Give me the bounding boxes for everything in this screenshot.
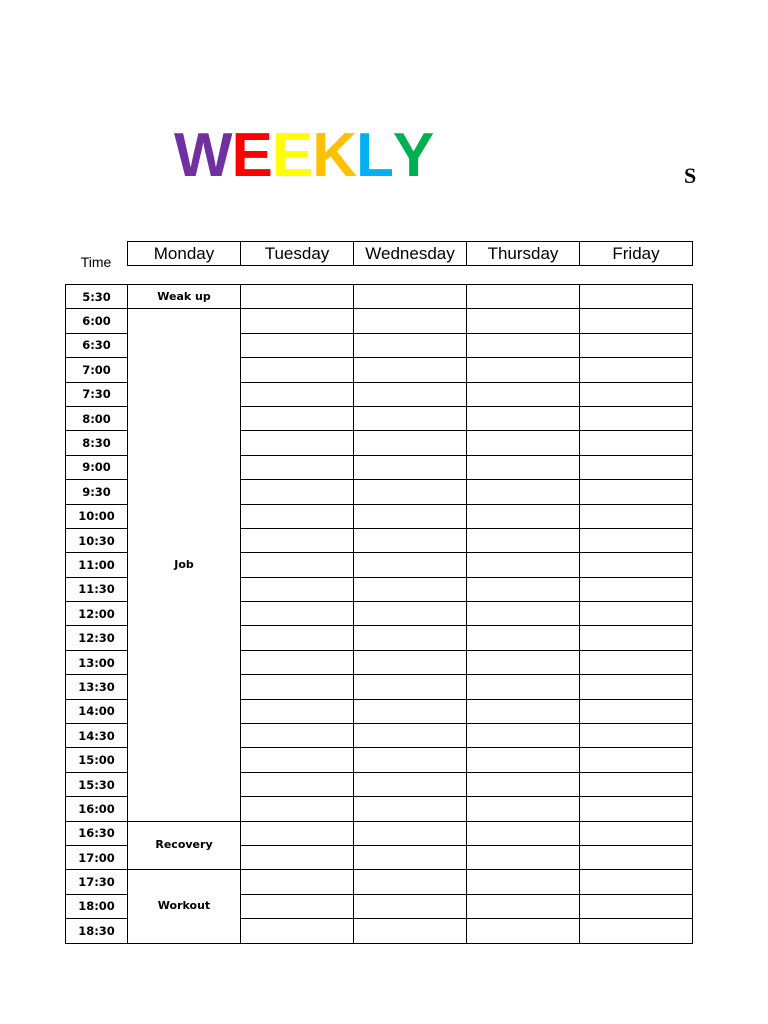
schedule-cell[interactable] [467, 504, 580, 528]
schedule-cell[interactable] [580, 431, 693, 455]
schedule-cell[interactable] [580, 577, 693, 601]
schedule-cell[interactable] [580, 845, 693, 869]
schedule-cell[interactable] [580, 626, 693, 650]
schedule-cell[interactable] [467, 309, 580, 333]
schedule-cell[interactable] [467, 724, 580, 748]
schedule-cell[interactable] [467, 358, 580, 382]
schedule-cell[interactable] [467, 626, 580, 650]
schedule-cell[interactable] [354, 797, 467, 821]
schedule-cell[interactable] [580, 455, 693, 479]
day-header-tuesday: Tuesday [241, 242, 354, 266]
schedule-cell[interactable] [580, 821, 693, 845]
schedule-cell[interactable] [354, 919, 467, 943]
schedule-cell[interactable] [467, 455, 580, 479]
time-slot: 17:30 [66, 870, 128, 894]
schedule-row [66, 285, 693, 309]
schedule-cell[interactable] [354, 821, 467, 845]
schedule-row [66, 309, 693, 333]
schedule-cell[interactable] [241, 382, 354, 406]
title-letter: L [356, 121, 393, 190]
time-slot: 14:00 [66, 699, 128, 723]
schedule-cell[interactable] [241, 724, 354, 748]
schedule-cell[interactable] [354, 504, 467, 528]
time-slot: 16:30 [66, 821, 128, 845]
schedule-row [66, 821, 693, 845]
schedule-cell[interactable] [580, 699, 693, 723]
time-slot: 16:00 [66, 797, 128, 821]
schedule-cell[interactable] [354, 626, 467, 650]
schedule-cell[interactable] [467, 797, 580, 821]
time-slot: 5:30 [66, 285, 128, 309]
schedule-cell[interactable] [241, 821, 354, 845]
time-slot: 11:00 [66, 553, 128, 577]
schedule-cell[interactable] [354, 333, 467, 357]
schedule-cell[interactable] [241, 431, 354, 455]
schedule-cell[interactable] [580, 870, 693, 894]
schedule-cell[interactable] [241, 797, 354, 821]
title-letter: Y [392, 121, 434, 190]
schedule-row [66, 870, 693, 894]
schedule-cell[interactable] [241, 480, 354, 504]
time-slot: 10:30 [66, 528, 128, 552]
time-column-label: Time [80, 254, 112, 270]
schedule-cell[interactable] [241, 504, 354, 528]
schedule-cell[interactable] [241, 333, 354, 357]
schedule-cell[interactable] [467, 870, 580, 894]
schedule-cell[interactable] [580, 675, 693, 699]
schedule-cell[interactable] [580, 309, 693, 333]
schedule-cell[interactable] [241, 528, 354, 552]
schedule-cell[interactable] [580, 480, 693, 504]
schedule-cell[interactable] [354, 285, 467, 309]
schedule-cell[interactable] [354, 870, 467, 894]
schedule-cell[interactable] [580, 406, 693, 430]
schedule-cell[interactable] [580, 504, 693, 528]
time-slot: 18:00 [66, 894, 128, 918]
time-slot: 7:00 [66, 358, 128, 382]
schedule-cell[interactable] [580, 553, 693, 577]
schedule-cell[interactable] [467, 553, 580, 577]
schedule-cell[interactable] [241, 699, 354, 723]
time-slot: 9:30 [66, 480, 128, 504]
schedule-cell[interactable] [354, 455, 467, 479]
schedule-cell[interactable] [241, 919, 354, 943]
schedule-cell[interactable] [241, 894, 354, 918]
schedule-cell[interactable] [467, 528, 580, 552]
schedule-cell[interactable] [241, 845, 354, 869]
time-slot: 13:30 [66, 675, 128, 699]
time-slot: 15:00 [66, 748, 128, 772]
schedule-cell[interactable] [467, 894, 580, 918]
time-slot: 7:30 [66, 382, 128, 406]
schedule-cell[interactable] [467, 845, 580, 869]
schedule-cell[interactable] [467, 382, 580, 406]
schedule-cell[interactable] [580, 748, 693, 772]
schedule-cell[interactable] [241, 626, 354, 650]
day-header-friday: Friday [580, 242, 693, 266]
title-letter: E [271, 121, 313, 190]
time-slot: 6:30 [66, 333, 128, 357]
schedule-cell[interactable] [354, 406, 467, 430]
schedule-cell[interactable] [241, 870, 354, 894]
schedule-cell[interactable] [241, 553, 354, 577]
time-slot: 10:00 [66, 504, 128, 528]
schedule-cell[interactable] [580, 724, 693, 748]
schedule-cell[interactable] [354, 699, 467, 723]
schedule-cell[interactable] [467, 772, 580, 796]
time-slot: 8:00 [66, 406, 128, 430]
schedule-cell[interactable] [354, 553, 467, 577]
schedule-cell[interactable] [467, 748, 580, 772]
schedule-cell[interactable] [580, 772, 693, 796]
schedule-cell[interactable] [241, 455, 354, 479]
day-header-monday: Monday [128, 242, 241, 266]
schedule-cell[interactable] [580, 358, 693, 382]
schedule-cell[interactable] [354, 382, 467, 406]
schedule-cell[interactable] [580, 333, 693, 357]
schedule-cell[interactable] [241, 772, 354, 796]
schedule-grid [65, 284, 693, 944]
schedule-cell[interactable] [580, 285, 693, 309]
schedule-cell[interactable] [241, 675, 354, 699]
monday-activity[interactable]: Weak up [128, 285, 241, 309]
schedule-cell[interactable] [580, 602, 693, 626]
schedule-cell[interactable] [241, 650, 354, 674]
schedule-cell[interactable] [354, 845, 467, 869]
schedule-cell[interactable] [354, 650, 467, 674]
title-letter: K [312, 121, 357, 190]
time-slot: 6:00 [66, 309, 128, 333]
schedule-cell[interactable] [467, 431, 580, 455]
time-slot: 12:30 [66, 626, 128, 650]
schedule-cell[interactable] [354, 602, 467, 626]
schedule-cell[interactable] [580, 919, 693, 943]
schedule-cell[interactable] [241, 358, 354, 382]
schedule-cell[interactable] [580, 894, 693, 918]
schedule-cell[interactable] [580, 797, 693, 821]
time-slot: 14:30 [66, 724, 128, 748]
schedule-cell[interactable] [241, 577, 354, 601]
time-slot: 13:00 [66, 650, 128, 674]
schedule-cell[interactable] [467, 650, 580, 674]
schedule-cell[interactable] [354, 577, 467, 601]
time-slot: 11:30 [66, 577, 128, 601]
time-slot: 17:00 [66, 845, 128, 869]
schedule-cell[interactable] [354, 431, 467, 455]
schedule-cell[interactable] [354, 772, 467, 796]
title-letter: E [231, 121, 272, 190]
schedule-cell[interactable] [467, 699, 580, 723]
schedule-cell[interactable] [467, 333, 580, 357]
schedule-cell[interactable] [354, 358, 467, 382]
time-slot: 18:30 [66, 919, 128, 943]
schedule-cell[interactable] [580, 528, 693, 552]
day-header-thursday: Thursday [467, 242, 580, 266]
time-slot: 9:00 [66, 455, 128, 479]
schedule-cell[interactable] [467, 285, 580, 309]
schedule-cell[interactable] [467, 480, 580, 504]
schedule-cell[interactable] [467, 577, 580, 601]
monday-activity[interactable]: Workout [128, 870, 241, 943]
schedule-cell[interactable] [241, 748, 354, 772]
schedule-cell[interactable] [354, 894, 467, 918]
time-slot: 12:00 [66, 602, 128, 626]
day-header-row [127, 241, 693, 266]
schedule-cell[interactable] [467, 602, 580, 626]
schedule-cell[interactable] [580, 650, 693, 674]
day-header-wednesday: Wednesday [354, 242, 467, 266]
schedule-cell[interactable] [241, 602, 354, 626]
schedule-cell[interactable] [467, 675, 580, 699]
schedule-cell[interactable] [354, 309, 467, 333]
time-slot: 8:30 [66, 431, 128, 455]
schedule-cell[interactable] [467, 919, 580, 943]
monday-activity[interactable]: Job [128, 309, 241, 821]
schedule-cell[interactable] [354, 480, 467, 504]
title-letter: W [174, 121, 232, 190]
monday-activity[interactable]: Recovery [128, 821, 241, 870]
schedule-cell[interactable] [354, 724, 467, 748]
title-cut-letter: S [684, 163, 697, 188]
schedule-cell[interactable] [354, 675, 467, 699]
schedule-cell[interactable] [241, 309, 354, 333]
schedule-cell[interactable] [354, 748, 467, 772]
schedule-cell[interactable] [467, 821, 580, 845]
schedule-cell[interactable] [580, 382, 693, 406]
weekly-title [174, 121, 434, 190]
schedule-cell[interactable] [241, 406, 354, 430]
schedule-cell[interactable] [241, 285, 354, 309]
schedule-cell[interactable] [467, 406, 580, 430]
time-slot: 15:30 [66, 772, 128, 796]
schedule-cell[interactable] [354, 528, 467, 552]
